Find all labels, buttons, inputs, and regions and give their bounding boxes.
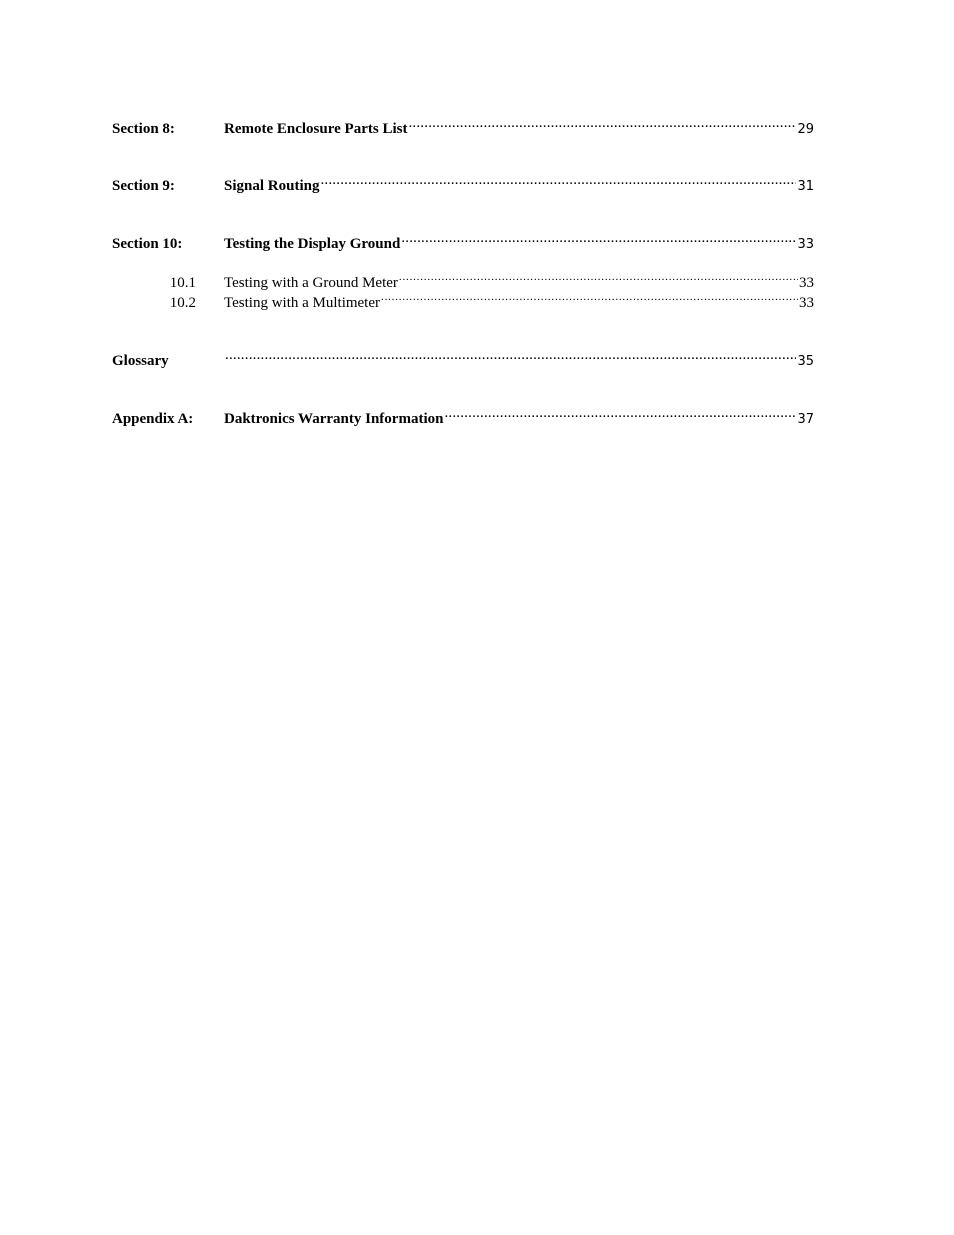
toc-entry-page: 33 xyxy=(797,237,814,252)
toc-entry-label: 10.2 xyxy=(169,295,196,311)
toc-entry-title: Testing the Display Ground xyxy=(224,236,401,252)
toc-entry-10-2[interactable] xyxy=(112,287,814,311)
toc-entry-section-9[interactable] xyxy=(112,170,814,194)
toc-entry-title: Daktronics Warranty Information xyxy=(224,411,444,427)
toc-entry-page: 29 xyxy=(797,122,814,137)
toc-entry-page: 37 xyxy=(797,412,814,427)
dot-leader xyxy=(444,403,796,423)
dot-leader xyxy=(408,113,796,133)
toc-entry-page: 33 xyxy=(799,275,814,291)
toc-entry-label: Section 10: xyxy=(112,236,183,252)
toc-entry-label: Glossary xyxy=(112,353,169,369)
dot-leader xyxy=(399,267,798,287)
dot-leader xyxy=(225,345,796,365)
toc-entry-label: Section 9: xyxy=(112,178,175,194)
toc-entry-title: Signal Routing xyxy=(224,178,320,194)
toc-entry-glossary[interactable] xyxy=(112,345,814,369)
toc-entry-page: 35 xyxy=(797,354,814,369)
toc-entry-10-1[interactable] xyxy=(112,267,814,291)
toc-entry-section-10[interactable] xyxy=(112,228,814,252)
dot-leader xyxy=(320,170,796,190)
toc-entry-label: Appendix A: xyxy=(112,411,194,427)
toc-entry-label: Section 8: xyxy=(112,121,175,137)
dot-leader xyxy=(381,287,798,307)
toc-entry-title: Testing with a Multimeter xyxy=(224,295,381,311)
toc-entry-page: 33 xyxy=(799,295,814,311)
toc-entry-title: Remote Enclosure Parts List xyxy=(224,121,408,137)
toc-entry-title: Testing with a Ground Meter xyxy=(224,275,398,291)
toc-entry-section-8[interactable] xyxy=(112,113,814,137)
dot-leader xyxy=(401,228,796,248)
toc-entry-appendix-a[interactable] xyxy=(112,403,814,427)
toc-entry-label: 10.1 xyxy=(169,275,196,291)
toc-entry-page: 31 xyxy=(797,179,814,194)
